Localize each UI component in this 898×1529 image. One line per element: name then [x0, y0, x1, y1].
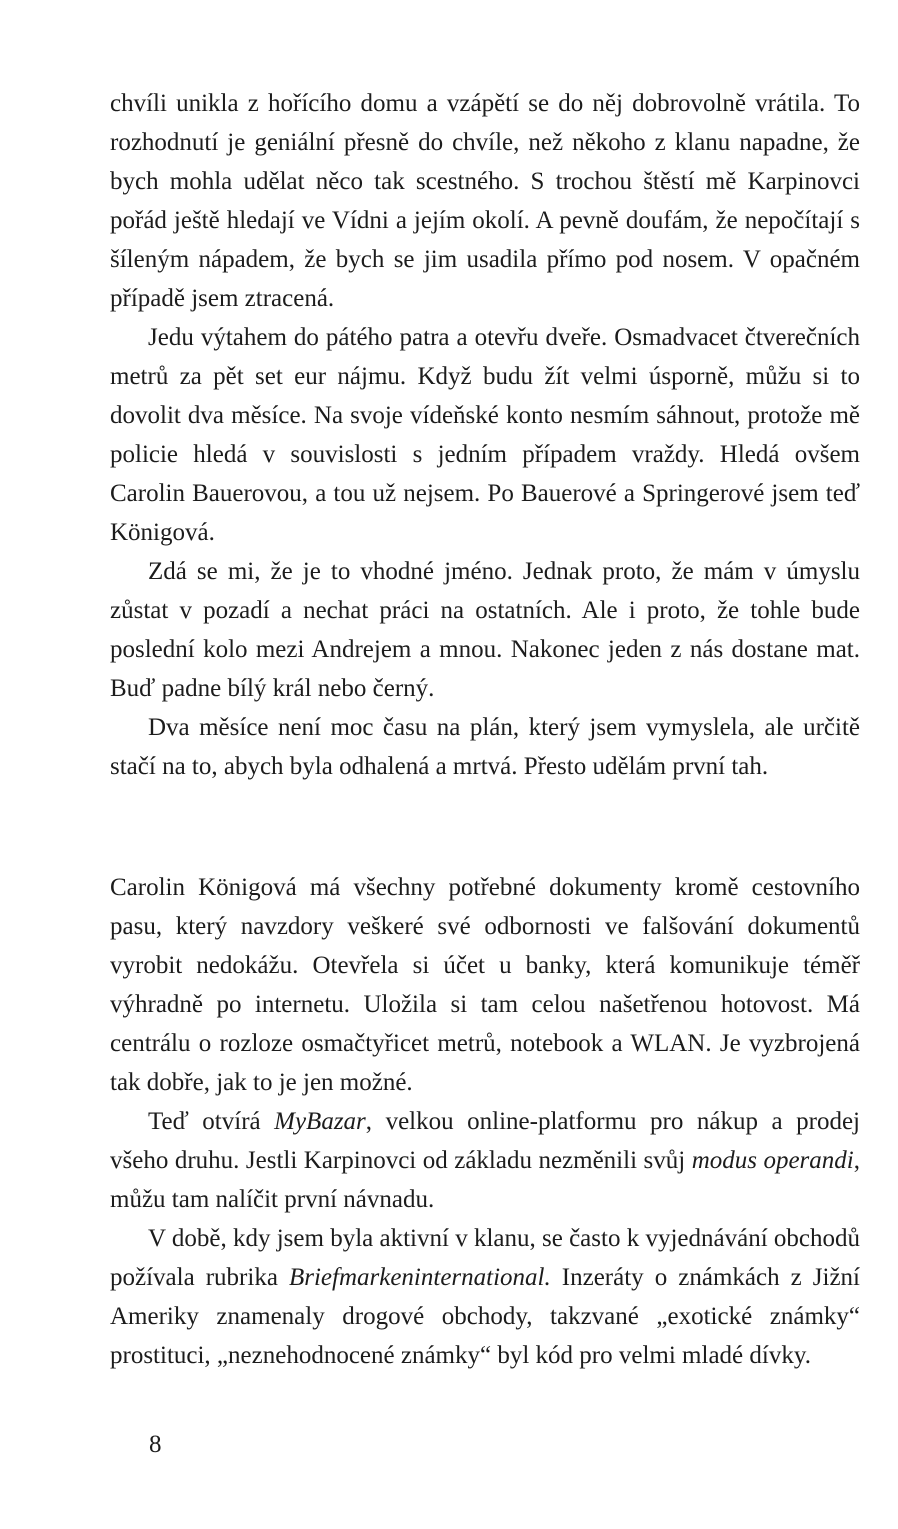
paragraph — [110, 1219, 860, 1375]
text-segment: V době, kdy jsem byla aktivní v klanu, se často k vyjednávání obchodů požívala rubrika — [110, 1225, 860, 1291]
paragraph — [110, 318, 860, 552]
paragraph — [110, 552, 860, 708]
paragraph — [110, 1102, 860, 1219]
text-section-top — [110, 84, 860, 786]
italic-phrase: modus operandi — [691, 1147, 854, 1174]
text-segment: chvíli unikla z hořícího domu a vzápětí se do něj dobrovolně vrátila. To rozhodnutí je geniální přesně do chvíle, než někoho z klanu napadne, že bych mohla udělat něco tak scestného. S trochou štěstí mě Karpinovci pořád ještě hledají ve Vídni a jejím okolí. A pevně doufám, že nepočítají s šíleným nápadem, že bych se jim usadila přímo pod nosem. V opačném případě jsem ztracená. — [110, 90, 860, 312]
text-segment: Jedu výtahem do pátého patra a otevřu dveře. Osmadvacet čtverečních metrů za pět set eur nájmu. Když budu žít velmi úsporně, můžu si to dovolit dva měsíce. Na svoje vídeňské konto nesmím sáhnout, protože mě policie hledá v souvislosti s jedním případem vraždy. Hledá ovšem Carolin Bauerovou, a tou už nejsem. Po Bauerové a Springerové jsem teď Königová. — [110, 324, 860, 546]
paragraph — [110, 84, 860, 318]
text-segment: Zdá se mi, že je to vhodné jméno. Jednak proto, že mám v úmyslu zůstat v pozadí a nechat práci na ostatních. Ale i proto, že tohle bude poslední kolo mezi Andrejem a mnou. Nakonec jeden z nás dostane mat. Buď padne bílý král nebo černý. — [110, 558, 860, 702]
text-segment: Dva měsíce není moc času na plán, který jsem vymyslela, ale určitě stačí na to, abych byla odhalená a mrtvá. Přesto udělám první tah. — [110, 714, 860, 780]
text-segment: Carolin Königová má všechny potřebné dokumenty kromě cestovního pasu, který navzdory veškeré své odbornosti ve falšování dokumentů vyrobit nedokážu. Otevřela si účet u banky, která komunikuje téměř výhradně po internetu. Uložila si tam celou našetřenou hotovost. Má centrálu o rozloze osmačtyřicet metrů, notebook a WLAN. Je vyzbrojená tak dobře, jak to je jen možné. — [110, 874, 860, 1096]
italic-title: Briefmarkeninternational. — [288, 1264, 551, 1291]
text-segment: Teď otvírá — [148, 1108, 275, 1135]
text-segment: , velkou online-platformu pro nákup a prodej všeho druhu. Jestli Karpinovci od základu nezměnili svůj — [110, 1108, 860, 1174]
page-number: 8 — [149, 1431, 162, 1458]
italic-title: MyBazar — [274, 1108, 366, 1135]
text-segment: , můžu tam nalíčit první návnadu. — [110, 1147, 860, 1213]
paragraph — [110, 708, 860, 786]
text-segment: Inzeráty o známkách z Jižní Ameriky znamenaly drogové obchody, takzvané „exotické známky“ prostituci, „neznehodnocené známky“ byl kód pro velmi mladé dívky. — [110, 1264, 861, 1369]
text-section-bottom — [110, 868, 860, 1375]
paragraph — [110, 868, 860, 1102]
